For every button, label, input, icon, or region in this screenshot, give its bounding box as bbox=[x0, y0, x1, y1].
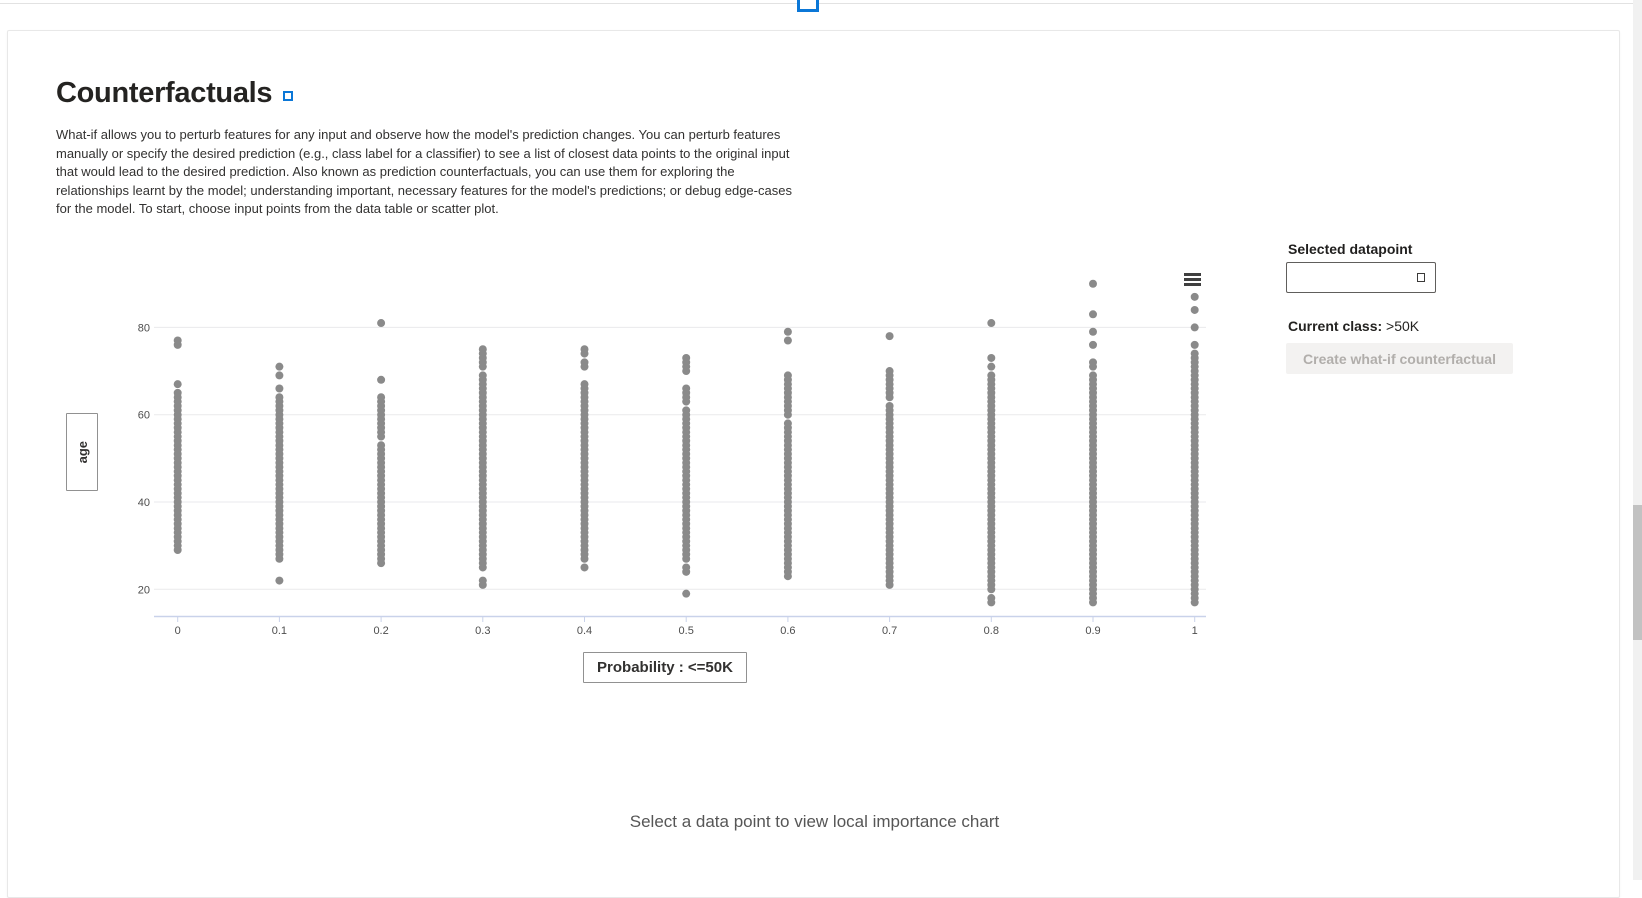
counterfactuals-panel bbox=[7, 30, 1620, 898]
svg-text:0.7: 0.7 bbox=[881, 625, 898, 637]
y-axis-label: age bbox=[74, 440, 90, 464]
scatter-plot[interactable] bbox=[128, 261, 1206, 643]
svg-text:0.8: 0.8 bbox=[983, 625, 999, 637]
menu-bar bbox=[1184, 283, 1201, 286]
svg-text:0: 0 bbox=[174, 625, 181, 637]
svg-text:0.5: 0.5 bbox=[678, 625, 694, 637]
x-axis-label-button[interactable] bbox=[583, 652, 747, 683]
description-text: What-if allows you to perturb features for any input and observe how the model's prediction changes. You can perturb features manually or specify the desired prediction (e.g., class label for a classifier) to see a list of closest data points to the original input that would lead to the desired prediction. Also known as prediction counterfactuals, you can use them for exploring the relationships learnt by the model; understanding important, necessary features for the model's predictions; or debug edge-cases for the model. To start, choose input points from the data table or scatter plot. bbox=[56, 127, 792, 217]
svg-text:80: 80 bbox=[137, 322, 150, 335]
create-counterfactual-button[interactable]: Create what-if counterfactual bbox=[1286, 343, 1513, 374]
scrollbar[interactable] bbox=[1633, 0, 1642, 880]
info-icon[interactable] bbox=[283, 91, 293, 101]
svg-text:1: 1 bbox=[1191, 625, 1198, 637]
svg-text:0.4: 0.4 bbox=[576, 625, 593, 637]
current-class-value: >50K bbox=[1382, 318, 1420, 334]
datapoint-dropdown[interactable] bbox=[1286, 262, 1436, 293]
selected-datapoint-label: Selected datapoint bbox=[1288, 241, 1413, 257]
menu-bar bbox=[1184, 273, 1201, 276]
svg-text:0.2: 0.2 bbox=[373, 625, 389, 637]
svg-text:0.9: 0.9 bbox=[1085, 625, 1101, 637]
svg-text:60: 60 bbox=[137, 409, 150, 422]
y-axis-label-button[interactable] bbox=[66, 413, 98, 491]
svg-text:40: 40 bbox=[137, 497, 150, 509]
svg-text:0.3: 0.3 bbox=[475, 625, 491, 637]
scrollbar-thumb[interactable] bbox=[1633, 505, 1642, 640]
page-title bbox=[56, 77, 293, 110]
menu-bar bbox=[1184, 278, 1201, 281]
local-importance-placeholder-text: Select a data point to view local importance chart bbox=[629, 812, 1000, 831]
svg-text:0.6: 0.6 bbox=[780, 625, 796, 637]
current-class-label: Current class: bbox=[1288, 318, 1383, 334]
current-class-row bbox=[1288, 318, 1419, 334]
chart-menu-icon[interactable] bbox=[1184, 273, 1201, 288]
svg-text:0.1: 0.1 bbox=[271, 625, 288, 637]
x-axis-label: Probability : <=50K bbox=[597, 659, 733, 676]
svg-text:20: 20 bbox=[137, 584, 150, 597]
collapse-section-button[interactable] bbox=[797, 0, 819, 12]
page-title-text: Counterfactuals bbox=[56, 77, 273, 109]
dropdown-caret-icon bbox=[1417, 273, 1425, 282]
